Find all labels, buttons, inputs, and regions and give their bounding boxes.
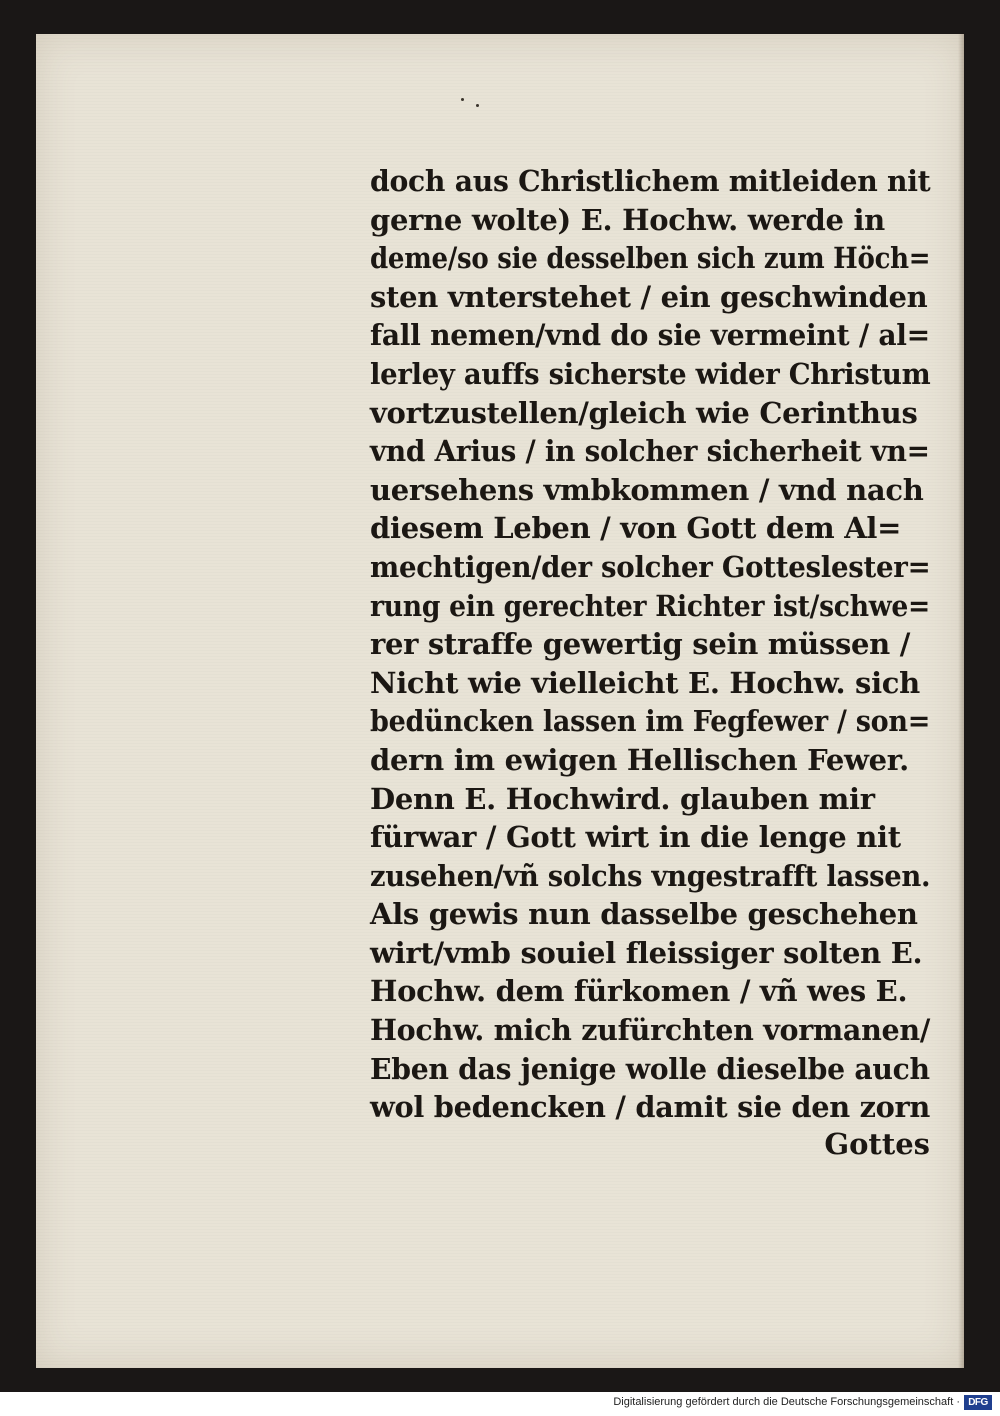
funding-notice: Digitalisierung gefördert durch die Deutsche Forschungsgemeinschaft ·	[613, 1396, 960, 1408]
text-line: lerley auffs sicherste wider Christum	[370, 356, 931, 391]
text-line: diesem Leben / von Gott dem Al=	[370, 511, 902, 546]
text-line: vnd Arius / in solcher sicherheit vn=	[370, 434, 930, 469]
text-line: rung ein gerechter Richter ist/schwe=	[370, 588, 930, 623]
text-line: bedüncken lassen im Fegfewer / son=	[370, 704, 931, 739]
paper-speck	[461, 98, 464, 101]
text-line: Hochw. mich zufürchten vormanen/	[370, 1013, 930, 1048]
catchword: Gottes	[824, 1126, 930, 1161]
text-line: Eben das jenige wolle dieselbe auch	[370, 1051, 930, 1086]
text-line: sten vnterstehet / ein geschwinden	[370, 279, 928, 314]
page-edge	[958, 34, 964, 1368]
text-line: mechtigen/der solcher Gotteslester=	[370, 549, 931, 584]
text-line: fürwar / Gott wirt in die lenge nit	[370, 820, 901, 855]
text-line: gerne wolte) E. Hochw. werde in	[370, 202, 885, 237]
text-line: fall nemen/vnd do sie vermeint / al=	[370, 318, 930, 353]
text-line: zusehen/vñ solchs vngestrafft lassen.	[370, 858, 931, 893]
text-line: vortzustellen/gleich wie Cerinthus	[370, 395, 918, 430]
text-line: Denn E. Hochwird. glauben mir	[370, 781, 875, 816]
text-line: uersehens vmbkommen / vnd nach	[370, 472, 924, 507]
dfg-logo-icon: DFG	[964, 1395, 992, 1410]
text-line: rer straffe gewertig sein müssen /	[370, 627, 911, 662]
text-line: Hochw. dem fürkomen / vñ wes E.	[370, 974, 908, 1009]
catchword-row	[370, 1127, 930, 1167]
text-line: Als gewis nun dasselbe geschehen	[370, 897, 918, 932]
text-line: wol bedencken / damit sie den zorn	[370, 1090, 931, 1125]
main-text-block	[370, 162, 930, 1167]
text-line: wirt/vmb souiel fleissiger solten E.	[370, 935, 923, 970]
book-page	[36, 34, 964, 1368]
text-line: doch aus Christlichem mitleiden nit	[370, 164, 931, 198]
text-line: deme/so sie desselben sich zum Höch=	[370, 241, 931, 276]
paper-speck	[476, 104, 479, 107]
digitization-footer	[0, 1392, 1000, 1416]
text-line: Nicht wie vielleicht E. Hochw. sich	[370, 665, 920, 700]
text-line: dern im ewigen Hellischen Fewer.	[370, 742, 909, 777]
